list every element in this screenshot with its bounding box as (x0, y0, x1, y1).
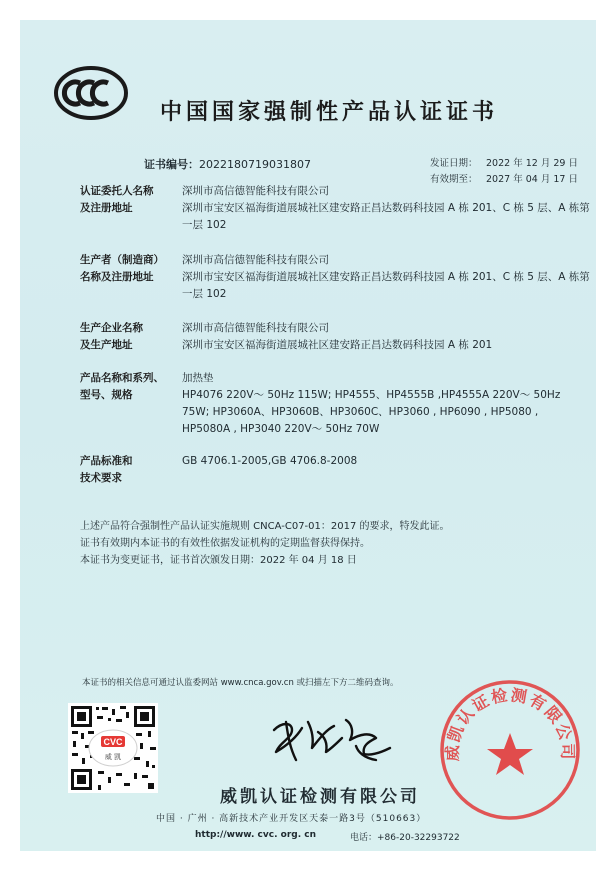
standard-label-line1: 产品标准和 (80, 455, 133, 467)
manufacturer-value (182, 252, 592, 303)
applicant-label-line2: 及注册地址 (80, 202, 133, 214)
factory-value (182, 320, 592, 354)
product-label (80, 370, 180, 404)
standard-value (182, 453, 592, 470)
issuer-phone: 电话：+86-20-32293722 (350, 833, 460, 843)
signature-image (268, 708, 398, 766)
applicant-label (80, 183, 180, 217)
applicant-label-line1: 认证委托人名称 (80, 185, 154, 197)
factory-name: 深圳市高信德智能科技有限公司 (182, 322, 329, 334)
qr-badge-text: CVC (103, 737, 123, 747)
standard-text: GB 4706.1-2005,GB 4706.8-2008 (182, 455, 358, 467)
product-models: HP4076 220V～ 50Hz 115W; HP4555、HP4555B ,HP4555A 220V～ 50Hz 75W; HP3060A、HP3060B、HP3060C、HP3060 , HP6090 , HP5080 , HP5080A , HP3040 220V～ 50Hz 70W (182, 389, 561, 435)
qr-badge-subtext: 威 凯 (104, 753, 122, 761)
product-label-line1: 产品名称和系列、 (80, 372, 164, 384)
page-title: 中国国家强制性产品认证证书 (160, 100, 499, 125)
issuer-company: 威凯认证检测有限公司 (220, 787, 420, 807)
manufacturer-address: 深圳市宝安区福海街道展城社区建安路正昌达数码科技园 A 栋 201、C 栋 5 层、A 栋第一层 102 (182, 271, 590, 300)
qr-code[interactable] (68, 703, 158, 793)
official-seal-stamp (435, 675, 585, 825)
factory-address: 深圳市宝安区福海街道展城社区建安路正昌达数码科技园 A 栋 201 (182, 339, 493, 351)
standard-label-line2: 技术要求 (80, 472, 122, 484)
applicant-address: 深圳市宝安区福海街道展城社区建安路正昌达数码科技园 A 栋 201、C 栋 5 层、A 栋第一层 102 (182, 202, 590, 231)
ccc-logo-icon (54, 66, 128, 120)
note-line-3: 本证书为变更证书，证书首次颁发日期：2022 年 04 月 18 日 (80, 555, 357, 566)
applicant-name: 深圳市高信德智能科技有限公司 (182, 185, 329, 197)
applicant-value (182, 183, 592, 234)
manufacturer-label-line2: 名称及注册地址 (80, 271, 154, 283)
seal-text: 威凯认证检测有限公司 (442, 685, 578, 762)
factory-label-line2: 及生产地址 (80, 339, 133, 351)
certificate-number-value: 2022180719031807 (199, 158, 311, 171)
product-value (182, 370, 592, 438)
issuer-website-link[interactable]: http://www. cvc. org. cn (195, 830, 316, 840)
note-line-1: 上述产品符合强制性产品认证实施规则 CNCA-C07-01：2017 的要求，特发此证。 (80, 521, 450, 532)
expiry-date-value: 2027 年 04 月 17 日 (486, 174, 578, 185)
standard-label (80, 453, 180, 487)
certificate-notes (80, 518, 550, 569)
issuer-address: 中国 · 广州 · 高新技术产业开发区天泰一路3号（510663） (156, 814, 427, 824)
certificate (20, 20, 596, 851)
note-line-2: 证书有效期内本证书的有效性依据发证机构的定期监督获得保持。 (80, 538, 370, 549)
expiry-date-label: 有效期至： (430, 174, 478, 185)
certificate-number-label: 证书编号： (144, 158, 199, 171)
issue-date-label: 发证日期： (430, 158, 478, 169)
manufacturer-label (80, 252, 180, 286)
factory-label-line1: 生产企业名称 (80, 322, 143, 334)
product-name: 加热垫 (182, 372, 214, 384)
issue-date-value: 2022 年 12 月 29 日 (486, 158, 578, 169)
verify-text: 本证书的相关信息可通过认监委网站 www.cnca.gov.cn 或扫描左下方二维码查询。 (82, 678, 399, 688)
factory-label (80, 320, 180, 354)
manufacturer-name: 深圳市高信德智能科技有限公司 (182, 254, 329, 266)
product-label-line2: 型号、规格 (80, 389, 133, 401)
manufacturer-label-line1: 生产者（制造商） (80, 254, 164, 266)
certificate-number (144, 156, 311, 172)
